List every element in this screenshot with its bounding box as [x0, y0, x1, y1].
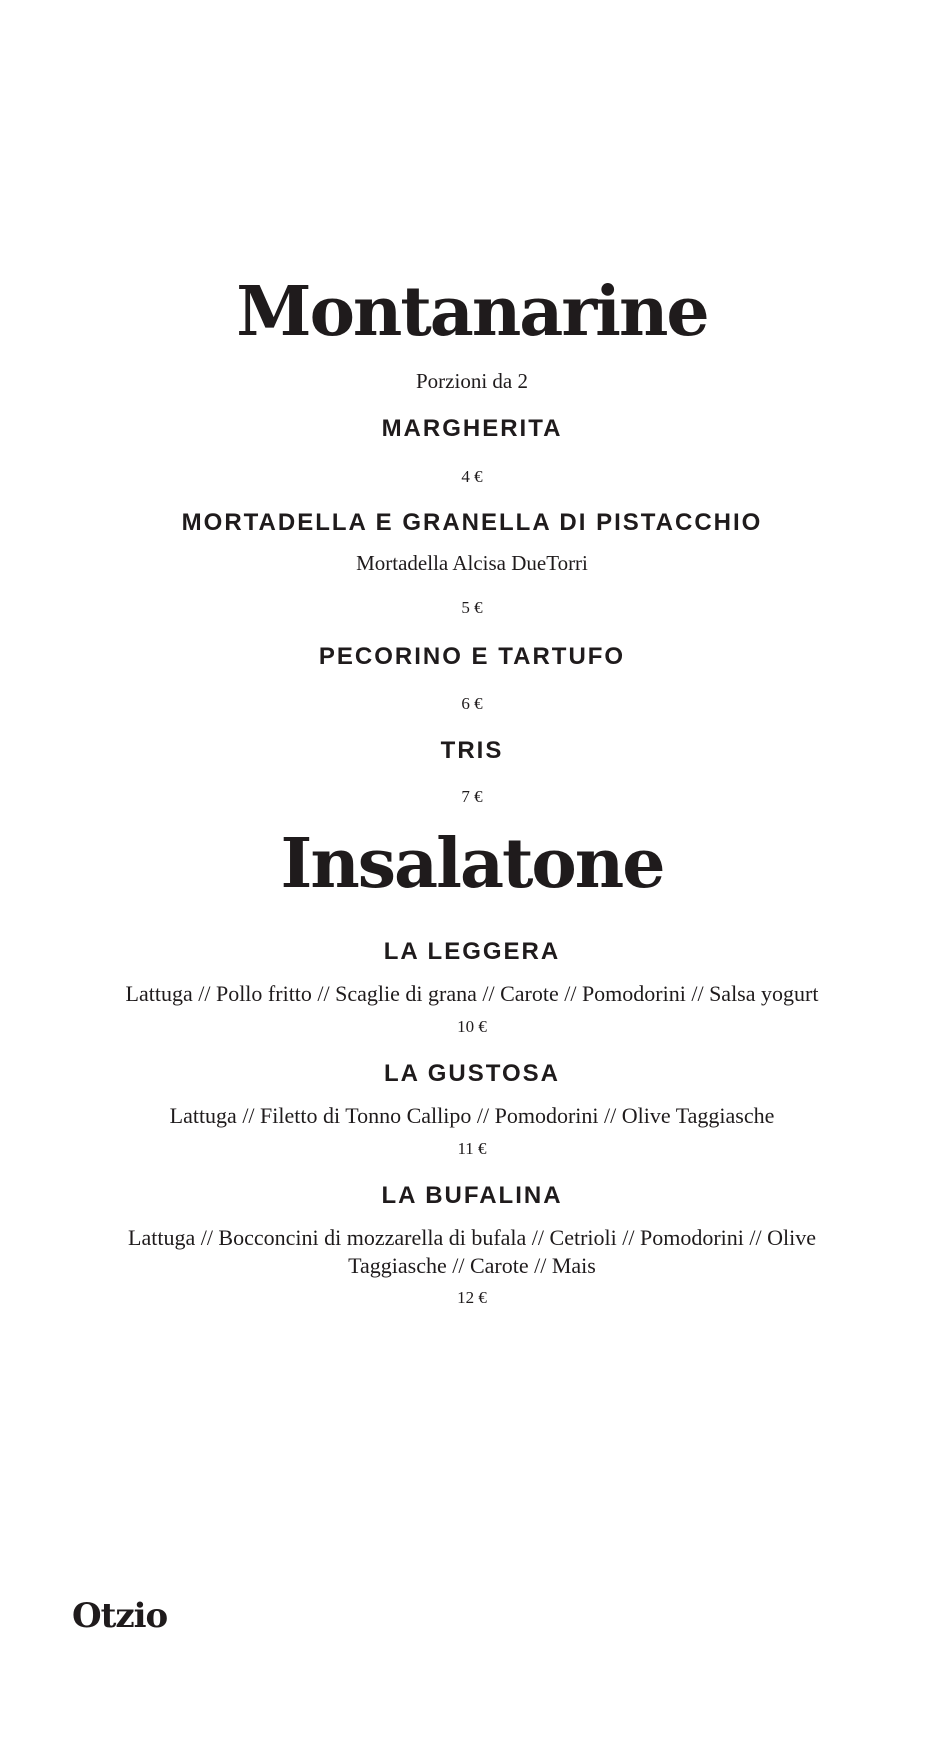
item-price: 11 €	[457, 1139, 487, 1158]
item-price: 10 €	[457, 1017, 487, 1036]
item-description: Lattuga // Pollo fritto // Scaglie di grana // Carote // Pomodorini // Salsa yogurt	[125, 981, 819, 1006]
item-price: 5 €	[461, 598, 483, 617]
section-title-montanarine: Montanarine	[236, 272, 708, 352]
item-name: MARGHERITA	[381, 415, 563, 442]
item-name: LA LEGGERA	[383, 938, 561, 965]
item-price: 12 €	[457, 1288, 487, 1307]
item-description: Mortadella Alcisa DueTorri	[356, 551, 588, 575]
section-subtitle: Porzioni da 2	[416, 369, 528, 393]
item-price: 6 €	[461, 694, 483, 713]
item-description: Lattuga // Filetto di Tonno Callipo // Pomodorini // Olive Taggiasche	[169, 1103, 775, 1128]
item-name: PECORINO E TARTUFO	[318, 643, 626, 670]
item-name: LA GUSTOSA	[383, 1060, 560, 1087]
brand-logo: Otzio	[72, 1596, 168, 1636]
item-price: 7 €	[461, 787, 483, 806]
item-name: MORTADELLA E GRANELLA DI PISTACCHIO	[181, 509, 763, 536]
item-description: Lattuga // Bocconcini di mozzarella di bufala // Cetrioli // Pomodorini // Olive Taggiasche // Carote // Mais	[128, 1225, 816, 1278]
item-name: TRIS	[440, 737, 504, 764]
item-price: 4 €	[461, 467, 483, 486]
item-name: LA BUFALINA	[381, 1182, 563, 1209]
section-title-insalatone: Insalatone	[280, 824, 664, 904]
